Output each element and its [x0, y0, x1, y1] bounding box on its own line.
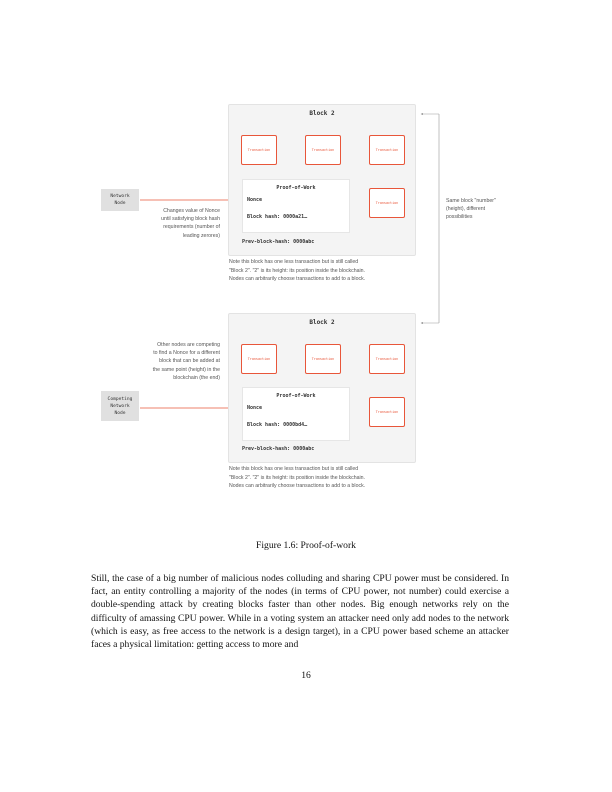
- side-note-line: leading zerores): [182, 232, 220, 239]
- note-line: Same block "number": [446, 198, 496, 204]
- side-note-line: block that can be added at: [159, 358, 220, 365]
- note-line: Nodes can arbitrarily choose transactions to add to a block.: [229, 276, 366, 283]
- transaction-box: Transaction: [305, 344, 341, 374]
- note-line: "Block 2". "2" is its height: its position inside the blockchain.: [229, 474, 365, 481]
- competing-side-note: [153, 341, 220, 382]
- side-note-line: Changes value of Nonce: [163, 208, 220, 214]
- node-label-line: Node: [114, 410, 126, 416]
- note-line: Nodes can arbitrarily choose transactions to add to a block.: [229, 483, 366, 490]
- network-node: [101, 189, 139, 211]
- competing-network-node: [101, 391, 139, 421]
- figure-caption: Figure 1.6: Proof-of-work: [256, 540, 356, 551]
- side-note-line: until satisfying block hash: [161, 216, 220, 223]
- node-label-line: Node: [114, 201, 126, 206]
- note-line: Note this block has one less transaction but is still called: [229, 259, 359, 265]
- transaction-box: Transaction: [369, 397, 405, 427]
- side-note-line: Other nodes are competing: [157, 342, 220, 348]
- proof-of-work-box: [242, 387, 350, 441]
- note-line: "Block 2". "2" is its height: its position inside the blockchain.: [229, 267, 365, 274]
- nonce-label: Nonce: [247, 405, 263, 411]
- transaction-box: Transaction: [305, 135, 341, 165]
- note-line: possibilities: [446, 214, 473, 221]
- note-line: Note this block has one less transaction but is still called: [229, 466, 359, 472]
- nonce-label: Nonce: [247, 197, 263, 203]
- transaction-box: Transaction: [369, 344, 405, 374]
- nonce-side-note: [161, 207, 220, 240]
- block-hash: Block hash: 0000bd4…: [247, 422, 308, 428]
- pow-title: Proof-of-Work: [276, 185, 316, 191]
- block-1: [228, 104, 416, 256]
- block-hash: Block hash: 0000a21…: [247, 214, 308, 220]
- page-number: 16: [301, 670, 311, 681]
- prev-block-hash: Prev-block-hash: 0000abc: [242, 446, 315, 452]
- transaction-box: Transaction: [369, 188, 405, 218]
- side-note-line: to find a Nonce for a different: [153, 350, 220, 357]
- proof-of-work-box: [242, 179, 350, 233]
- side-note-line: the same point (height) in the: [152, 366, 220, 373]
- note-line: (height), different: [446, 206, 486, 213]
- same-height-note: [446, 197, 496, 222]
- block-title: Block 2: [309, 319, 335, 326]
- prev-block-hash: Prev-block-hash: 0000abc: [242, 239, 315, 245]
- transaction-box: Transaction: [241, 344, 277, 374]
- transaction-box: Transaction: [369, 135, 405, 165]
- node-label-line: Competing: [107, 396, 133, 402]
- block-2: [228, 313, 416, 463]
- side-note-line: blockchain (the end): [173, 374, 220, 381]
- node-label-line: Network: [110, 194, 130, 199]
- side-note-line: requirements (number of: [163, 224, 220, 231]
- transaction-box: Transaction: [241, 135, 277, 165]
- pow-title: Proof-of-Work: [276, 393, 316, 399]
- body-paragraph: Still, the case of a big number of malicious nodes colluding and sharing CPU power must be considered. In fact, an entity controlling a majority of the nodes (in terms of CPU power, not number) could exercise a double-spending attack by creating blocks faster than other nodes. Big enough networks rely on the difficulty of amassing CPU power. While in a voting system an attacker need only add nodes to the network (which is easy, as free access to the network is a design target), in a CPU power based scheme an attacker faces a physical limitation: getting access to more and: [91, 573, 509, 651]
- node-label-line: Network: [110, 403, 130, 409]
- block-title: Block 2: [309, 110, 335, 117]
- block-1-note: [229, 258, 365, 284]
- block-2-note: [229, 465, 365, 491]
